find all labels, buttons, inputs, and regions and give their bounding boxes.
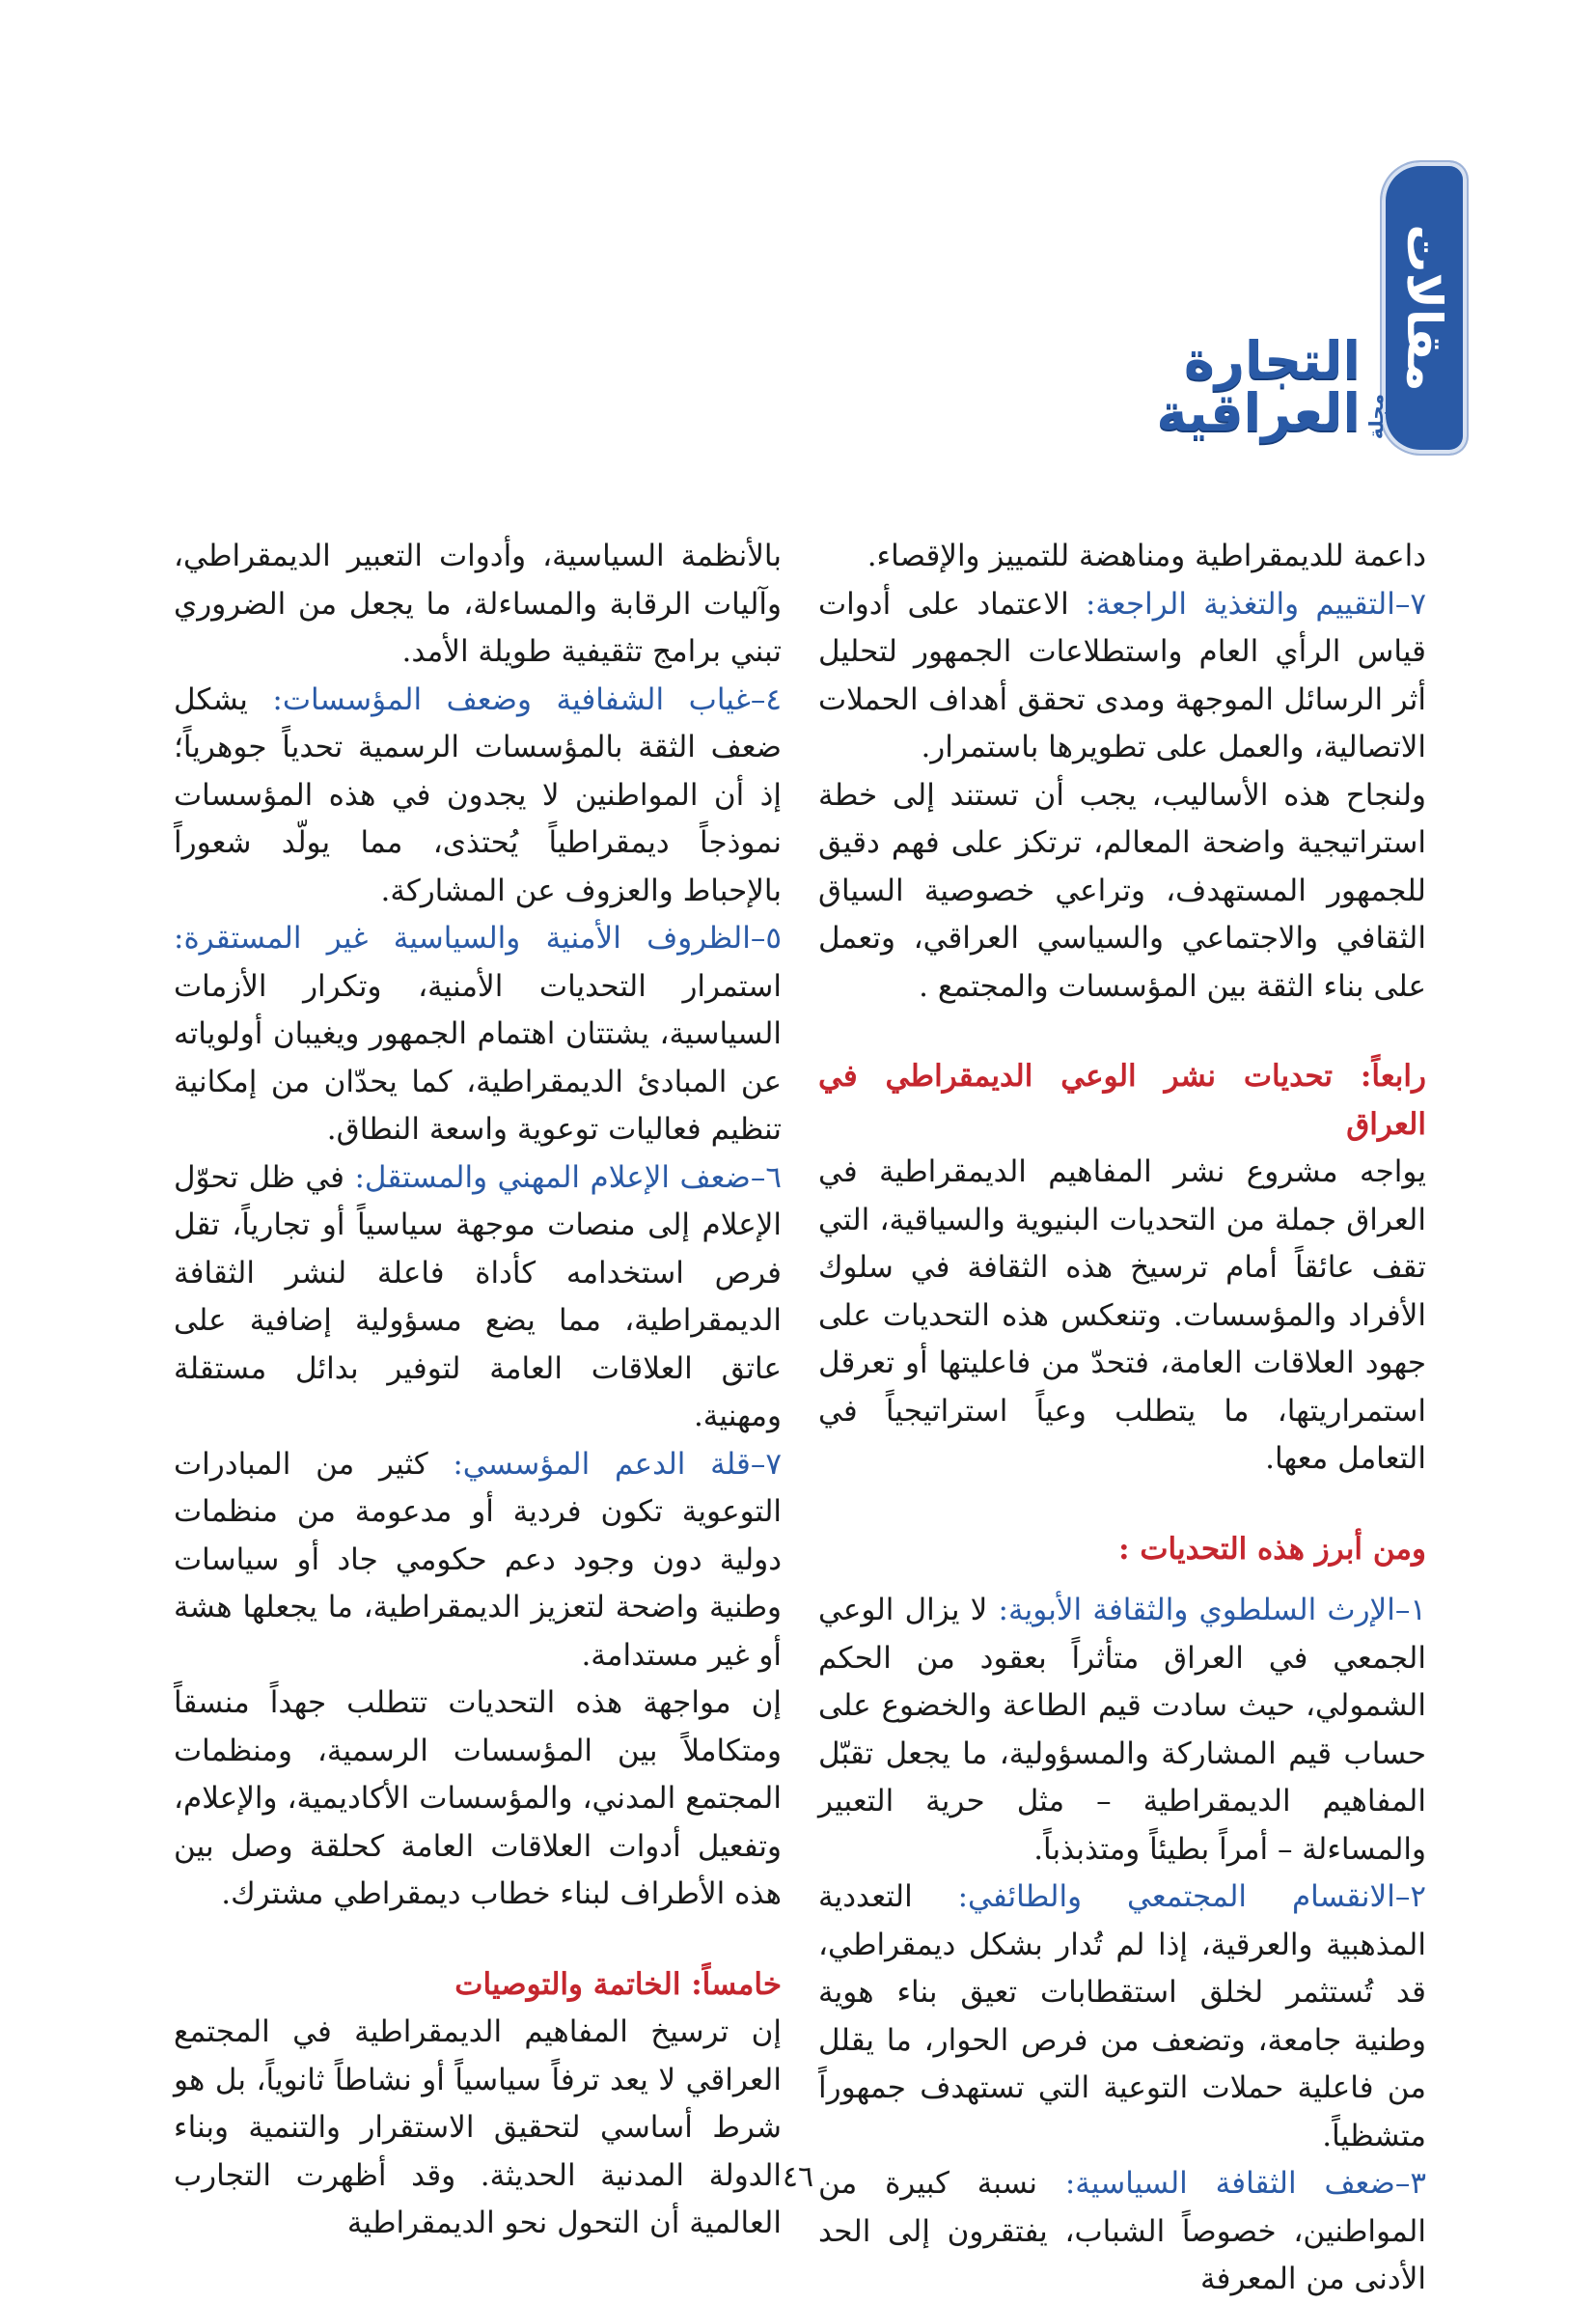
list-item-lead: ٣–ضعف الثقافة السياسية: [1064,2166,1426,2201]
list-item-lead: ٧–قلة الدعم المؤسسي: [453,1446,782,1482]
magazine-logo-name: التجارة العراقية [1156,330,1361,443]
list-item-text: التعددية المذهبية والعرقية، إذا لم تُدار بشكل ديمقراطي، قد تُستثمر لخلق استقطابات تعيق بناء هوية وطنية جامعة، وتضعف من فرص الحوار، ما يقلل من فاعلية حملات التوعية التي تستهدف جمهوراً متشظياً. [818,1879,1426,2153]
list-item-lead: ٧–التقييم والتغذية الراجعة: [1085,586,1426,622]
paragraph: يواجه مشروع نشر المفاهيم الديمقراطية في العراق جملة من التحديات البنيوية والسياقية، التي تقف عائقاً أمام ترسيخ هذه الثقافة في سلوك الأفراد والمؤسسات. وتنعكس هذه التحديات على جهود العلاقات العامة، فتحدّ من فاعليتها أو تعرقل استمراريتها، ما يتطلب وعياً استراتيجياً في التعامل معها. [818,1154,1426,1476]
paragraph: إن مواجهة هذه التحديات تتطلب جهداً منسقاً ومتكاملاً بين المؤسسات الرسمية، ومنظمات المجتمع المدني، والمؤسسات الأكاديمية، والإعلام، وتفعيل أدوات العلاقات العامة كحلقة وصل بين هذه الأطراف لبناء خطاب ديمقراطي مشترك. [174,1685,782,1911]
list-item [174,1154,782,1441]
magazine-logo [1069,330,1388,443]
list-item [174,677,782,916]
list-item-text: نسبة كبيرة من المواطنين، خصوصاً الشباب، يفتقرون إلى الحد الأدنى من المعرفة [818,2166,1426,2296]
list-item-lead: ١–الإرث السلطوي والثقافة الأبوية: [998,1593,1426,1627]
paragraph: إن ترسيخ المفاهيم الديمقراطية في المجتمع العراقي لا يعد ترفاً سياسياً أو نشاطاً ثانوياً، بل هو شرط أساسي لتحقيق الاستقرار والتنمية وبناء الدولة المدنية الحديثة. وقد أظهرت التجارب العالمية أن التحول نحو الديمقراطية [174,2014,782,2240]
list-item-text: في ظل تحوّل الإعلام إلى منصات موجهة سياسياً أو تجارياً، تقل فرص استخدامه كأداة فاعلة لنشر الثقافة الديمقراطية، مما يضع مسؤولية إضافية على عاتق العلاقات العامة لتوفير بدائل مستقلة ومهنية. [174,1159,782,1433]
list-item [818,1587,1426,1874]
paragraph: بالأنظمة السياسية، وأدوات التعبير الديمقراطي، وآليات الرقابة والمساءلة، ما يجعل من الضروري تبني برامج تثقيفية طويلة الأمد. [174,539,782,669]
left-column [174,533,782,2248]
section-subheading: ومن أبرز هذه التحديات : [1118,1531,1426,1567]
list-item-text: استمرار التحديات الأمنية، وتكرار الأزمات السياسية، يشتتان اهتمام الجمهور ويغيبان أولوياته عن المبادئ الديمقراطية، كما يحدّان من إمكانية تنظيم فعاليات توعوية واسعة النطاق. [174,968,782,1147]
section-heading: خامساً: الخاتمة والتوصيات [454,1966,782,2002]
list-item-lead: ٥–الظروف الأمنية والسياسية غير المستقرة: [174,921,782,956]
list-item [818,2160,1426,2304]
magazine-logo-small: مجلة [1364,393,1388,439]
list-item-text: يشكل ضعف الثقة بالمؤسسات الرسمية تحدياً جوهرياً؛ إذ أن المواطنين لا يجدون في هذه المؤسسات نموذجاً ديمقراطياً يُحتذى، مما يولّد شعوراً بالإحباط والعزوف عن المشاركة. [174,681,782,908]
list-item-text: لا يزال الوعي الجمعي في العراق متأثراً بعقود من الحكم الشمولي، حيث سادت قيم الطاعة والخضوع على حساب قيم المشاركة والمسؤولية، ما يجعل تقبّل المفاهيم الديمقراطية – مثل حرية التعبير والمساءلة – أمراً بطيئاً ومتذبذباً. [818,1593,1426,1867]
section-tab [1382,162,1467,454]
list-item-lead: ٢–الانقسام المجتمعي والطائفي: [957,1879,1426,1914]
list-item [818,1874,1426,2160]
paragraph: ولنجاح هذه الأساليب، يجب أن تستند إلى خطة استراتيجية واضحة المعالم، ترتكز على فهم دقيق للجمهور المستهدف، وتراعي خصوصية السياق الثقافي والاجتماعي والسياسي العراقي، وتعمل على بناء الثقة بين المؤسسات والمجتمع . [818,777,1426,1004]
list-item-text: كثير من المبادرات التوعوية تكون فردية أو مدعومة من منظمات دولية دون وجود دعم حكومي جاد أو سياسات وطنية واضحة لتعزيز الديمقراطية، ما يجعلها هشة أو غير مستدامة. [174,1446,782,1673]
paragraph: داعمة للديمقراطية ومناهضة للتمييز والإقصاء. [867,539,1426,573]
list-item-text: الاعتماد على أدوات قياس الرأي العام واستطلاعات الجمهور لتحليل أثر الرسائل الموجهة ومدى تحقق أهداف الحملات الاتصالية، والعمل على تطويرها باستمرار. [818,586,1426,764]
section-heading: رابعاً: تحديات نشر الوعي الديمقراطي في العراق [818,1059,1426,1142]
page-number: ٤٦ [782,2160,814,2194]
section-tab-label: مقالات [1396,224,1452,392]
list-item-lead: ٦–ضعف الإعلام المهني والمستقل: [354,1159,783,1195]
right-column [818,533,1426,2304]
list-item [174,1441,782,1680]
list-item [174,915,782,1154]
list-item [818,581,1426,772]
list-item-lead: ٤–غياب الشفافية وضعف المؤسسات: [272,681,782,717]
